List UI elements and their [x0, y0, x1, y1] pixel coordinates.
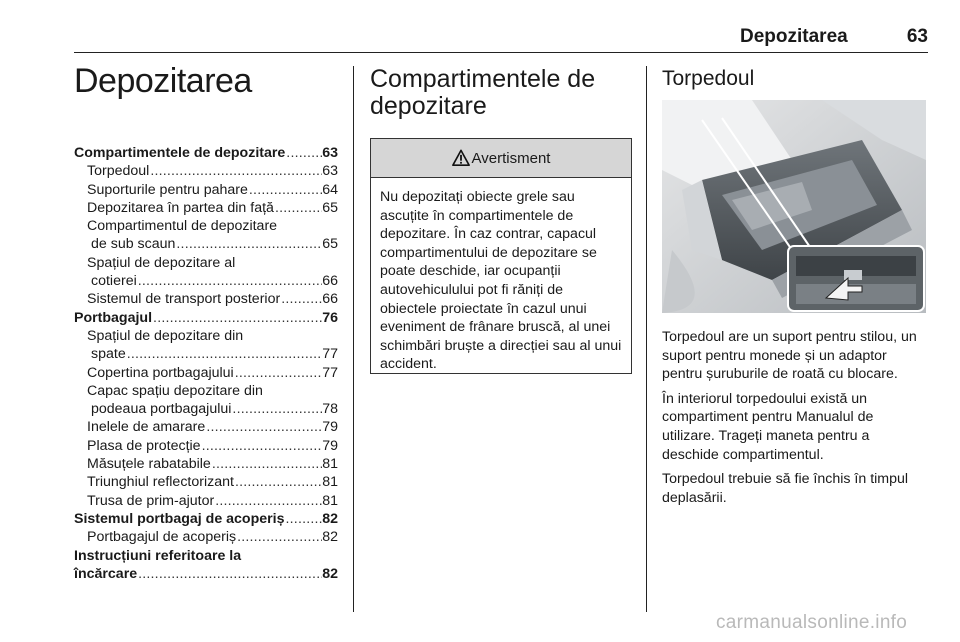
toc-entry-rear-carrier[interactable]: Sistemul de transport posterior ..... 66 [74, 290, 338, 308]
warning-header [371, 139, 631, 178]
toc-entry-net[interactable]: Plasa de protecție ..... 79 [74, 437, 338, 455]
glovebox-paragraph: Torpedoul trebuie să fie închis în timpul deplasării. [662, 471, 909, 506]
glovebox-illustration [662, 100, 926, 313]
toc-entry-rear-storage-line1[interactable]: Spațiul de depozitare din [87, 327, 244, 344]
toc-entry-cover[interactable]: Copertina portbagajului ..... 77 [74, 364, 338, 382]
chapter-title: Depozitarea [74, 62, 252, 100]
toc-entry-first-aid[interactable]: Trusa de prim-ajutor ..... 81 [74, 492, 338, 510]
toc-entry-roof-system[interactable]: Sistemul portbagaj de acoperiș ..... 82 [74, 510, 338, 528]
section-title: Compartimentele de depozitare [370, 65, 596, 120]
table-of-contents [74, 144, 338, 583]
toc-entry-underseat[interactable]: de sub scaun ..... 65 [74, 235, 338, 253]
glovebox-paragraph: În interiorul torpedoului există un compartiment pentru Manualul de utilizare. Trageți maneta pentru a deschide compartimentul. [662, 390, 874, 463]
toc-entry-loading[interactable]: încărcare ..... 82 [74, 565, 338, 583]
column-divider-left [353, 66, 354, 612]
glovebox-body [662, 328, 930, 513]
toc-entry-lashing[interactable]: Inelele de amarare ..... 79 [74, 418, 338, 436]
toc-entry-glovebox[interactable]: Torpedoul ..... 63 [74, 162, 338, 180]
watermark: carmanualsonline.info [716, 612, 908, 633]
running-head [720, 22, 928, 50]
toc-entry-roof-rack[interactable]: Portbagajul de acoperiș ..... 82 [74, 528, 338, 546]
toc-entry-front-storage[interactable]: Depozitarea în partea din față ..... 65 [74, 199, 338, 217]
header-rule [74, 52, 928, 53]
toc-entry-storage-compartments[interactable]: Compartimentele de depozitare ..... 63 [74, 144, 338, 162]
toc-entry-tables[interactable]: Măsuțele rabatabile ..... 81 [74, 455, 338, 473]
toc-entry-cupholders[interactable]: Suporturile pentru pahare ..... 64 [74, 181, 338, 199]
warning-triangle-icon [452, 149, 470, 167]
warning-heading: Avertisment [471, 149, 551, 167]
glovebox-column [662, 66, 930, 506]
column-divider-right [646, 66, 647, 612]
glovebox-photo [662, 100, 926, 313]
toc-entry-luggage[interactable]: Portbagajul ..... 76 [74, 309, 338, 327]
toc-entry-armrest-line1[interactable]: Spațiul de depozitare al [87, 254, 236, 271]
toc-entry-armrest[interactable]: cotierei ..... 66 [74, 272, 338, 290]
toc-entry-loading-line1[interactable]: Instrucțiuni referitoare la [74, 547, 242, 564]
page-number: 63 [906, 26, 928, 47]
running-head-title: Depozitarea [740, 26, 848, 47]
toc-entry-floor-cover-line1[interactable]: Capac spațiu depozitare din [87, 382, 263, 399]
glovebox-title: Torpedoul [662, 67, 755, 90]
toc-column [74, 60, 338, 583]
warning-box [370, 138, 632, 374]
toc-entry-underseat-line1[interactable]: Compartimentul de depozitare [87, 218, 278, 235]
section-column [370, 65, 632, 373]
toc-entry-rear-storage[interactable]: spate ..... 77 [74, 345, 338, 363]
warning-text: Nu depozitați obiecte grele sau ascuțite în compartimentele de depozitare. În caz contrar, capacul compartimentului de depozitare se poate deschide, iar ocupanții autovehiculului pot fi răniți de obiectele proiectate în cazul unui eveniment de frânare bruscă, al unei schimbări bruște a direcției sau al unui accident. [380, 189, 622, 373]
toc-entry-triangle[interactable]: Triunghiul reflectorizant ..... 81 [74, 473, 338, 491]
glovebox-paragraph: Torpedoul are un suport pentru stilou, un suport pentru monede și un adaptor pentru șuruburile de roată cu blocare. [662, 329, 917, 383]
toc-entry-floor-cover[interactable]: podeaua portbagajului ..... 78 [74, 400, 338, 418]
